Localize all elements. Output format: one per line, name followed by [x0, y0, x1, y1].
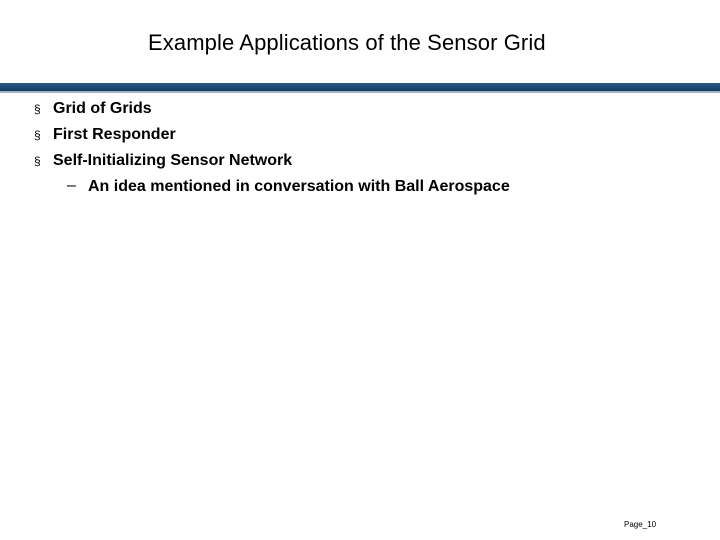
- title-divider: [0, 83, 720, 91]
- bullet-list: [34, 100, 510, 204]
- page-number: Page_10: [624, 520, 657, 529]
- bullet-marker-icon: §: [34, 128, 41, 142]
- dash-marker-icon: –: [67, 177, 76, 194]
- bullet-text: Grid of Grids: [53, 100, 152, 117]
- bullet-item: [34, 100, 510, 126]
- bullet-marker-icon: §: [34, 102, 41, 116]
- bullet-text: First Responder: [53, 126, 176, 143]
- bullet-marker-icon: §: [34, 154, 41, 168]
- title-divider-shadow: [0, 91, 720, 93]
- bullet-item: [34, 126, 510, 152]
- bullet-text: Self-Initializing Sensor Network: [53, 152, 293, 169]
- bullet-item: [34, 152, 510, 178]
- sub-bullet-item: [34, 178, 510, 204]
- slide-title: Example Applications of the Sensor Grid: [148, 30, 546, 55]
- sub-bullet-text: An idea mentioned in conversation with Ball Aerospace: [88, 178, 510, 195]
